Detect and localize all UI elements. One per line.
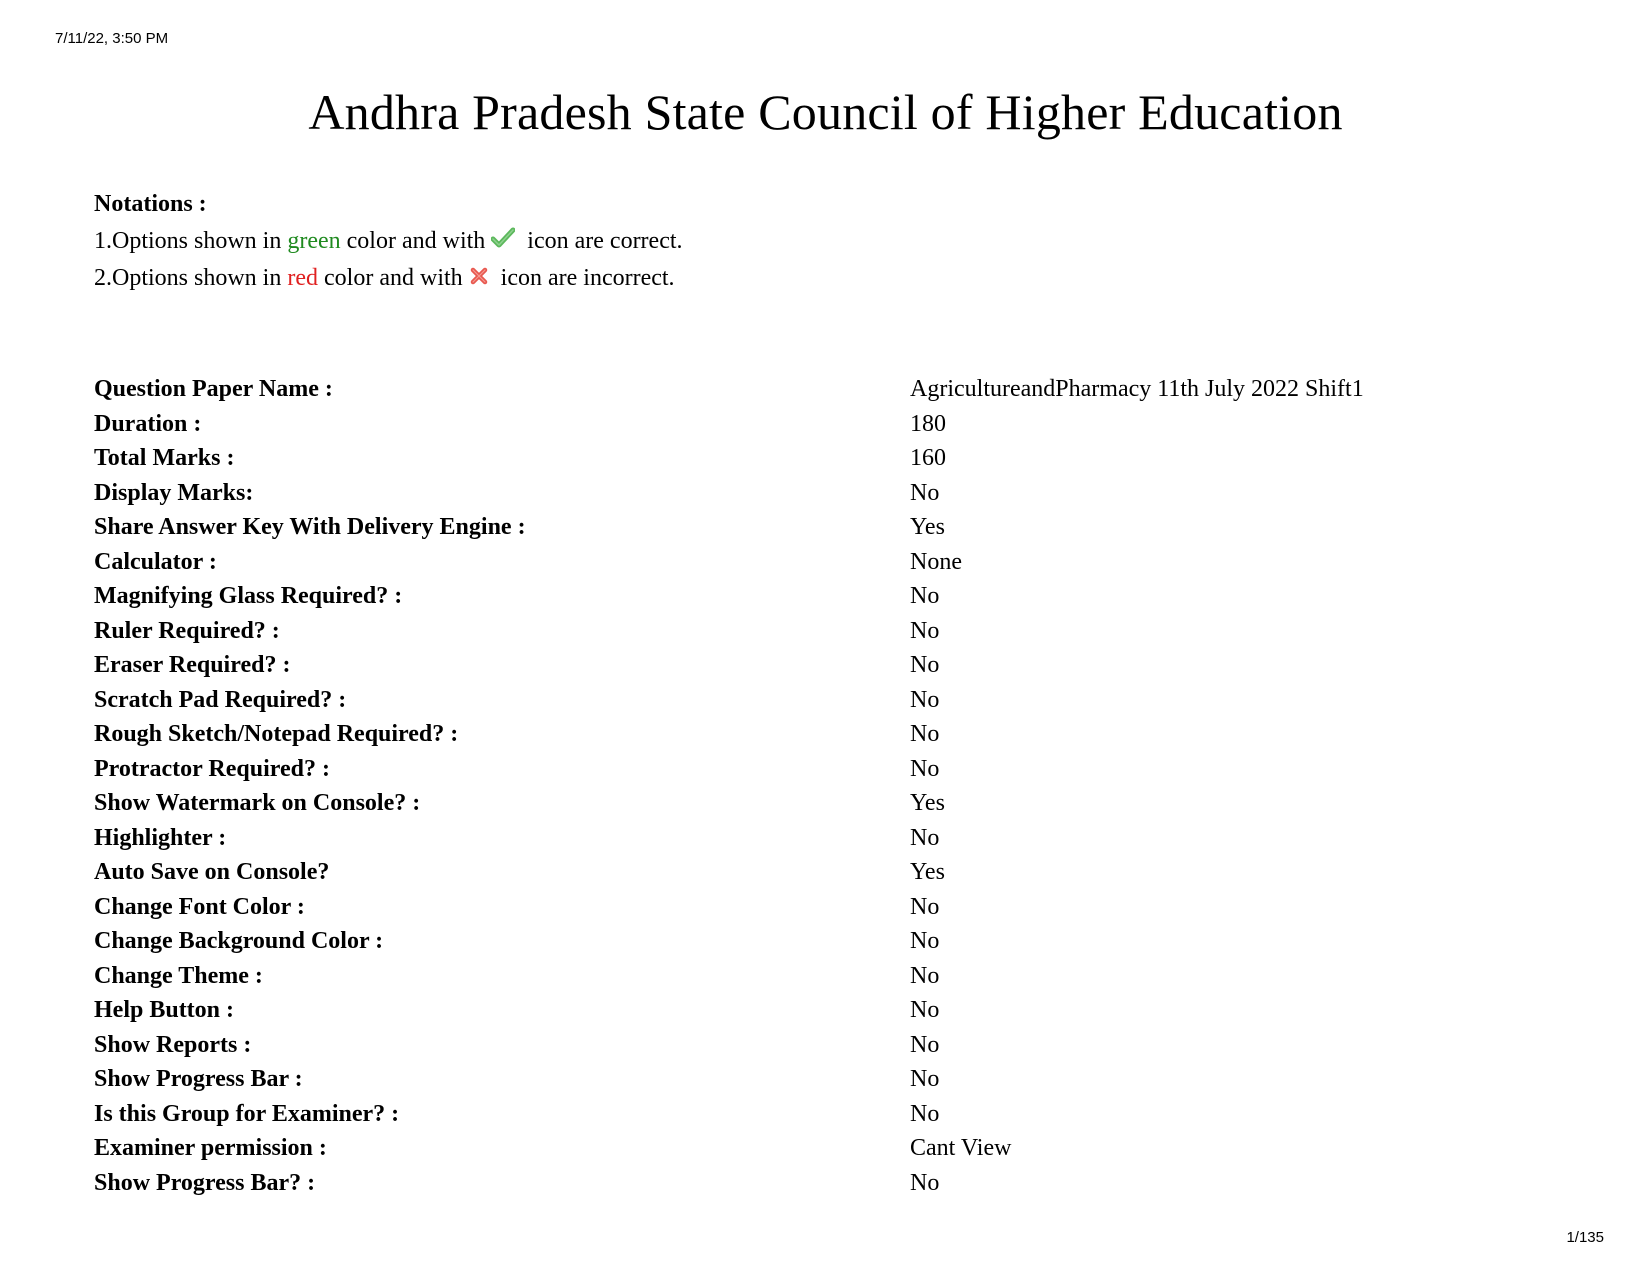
detail-row (94, 786, 1574, 821)
detail-label: Change Font Color : (94, 893, 305, 920)
detail-label: Protractor Required? : (94, 755, 330, 782)
detail-row (94, 545, 1574, 580)
notation-color-word-red: red (287, 265, 319, 291)
detail-value: No (910, 617, 940, 644)
detail-label: Rough Sketch/Notepad Required? : (94, 721, 459, 747)
detail-label: Show Progress Bar : (94, 1066, 303, 1092)
notation-middle: color and with (340, 228, 486, 254)
detail-value: None (910, 548, 962, 575)
detail-label: Show Reports : (94, 1031, 252, 1058)
check-icon (491, 224, 515, 261)
detail-label: Share Answer Key With Delivery Engine : (94, 514, 526, 540)
detail-row (94, 614, 1574, 649)
detail-value: Yes (910, 859, 945, 885)
detail-value: Cant View (910, 1135, 1012, 1161)
notation-middle: color and with (318, 265, 463, 291)
detail-label: Ruler Required? : (94, 617, 280, 644)
detail-label: Eraser Required? : (94, 652, 291, 678)
detail-label: Total Marks : (94, 445, 235, 471)
detail-value: No (910, 928, 940, 954)
detail-label: Auto Save on Console? (94, 859, 330, 885)
paper-details-table (94, 372, 1574, 1200)
detail-row (94, 717, 1574, 752)
detail-label: Calculator : (94, 548, 217, 575)
detail-row (94, 1062, 1574, 1097)
detail-label: Scratch Pad Required? : (94, 686, 347, 713)
notation-line-incorrect (94, 260, 683, 297)
detail-value: No (910, 479, 940, 506)
detail-row (94, 821, 1574, 856)
cross-icon (469, 261, 489, 298)
detail-value: No (910, 686, 940, 713)
detail-row (94, 1166, 1574, 1201)
notations-section (94, 186, 683, 297)
detail-value: No (910, 1066, 940, 1092)
page-title: Andhra Pradesh State Council of Higher Education (308, 84, 1343, 140)
detail-row (94, 1028, 1574, 1063)
print-timestamp: 7/11/22, 3:50 PM (55, 30, 169, 47)
detail-label: Show Progress Bar? : (94, 1169, 316, 1196)
detail-label: Duration : (94, 410, 202, 437)
detail-label: Help Button : (94, 997, 235, 1023)
detail-row (94, 476, 1574, 511)
detail-value: No (910, 1100, 940, 1127)
detail-value: No (910, 962, 940, 989)
detail-label: Is this Group for Examiner? : (94, 1100, 400, 1127)
detail-value: No (910, 1031, 940, 1058)
detail-value: 160 (910, 445, 946, 471)
detail-row (94, 993, 1574, 1028)
detail-row (94, 752, 1574, 787)
detail-value: No (910, 652, 940, 678)
detail-row (94, 407, 1574, 442)
detail-label: Magnifying Glass Required? : (94, 583, 403, 609)
detail-row (94, 579, 1574, 614)
detail-value: Yes (910, 790, 945, 816)
notation-color-word-green: green (287, 228, 341, 254)
detail-label: Show Watermark on Console? : (94, 790, 421, 816)
detail-value: No (910, 824, 940, 851)
detail-row (94, 510, 1574, 545)
detail-row (94, 855, 1574, 890)
detail-value: No (910, 893, 940, 920)
detail-label: Highlighter : (94, 824, 227, 851)
detail-label: Question Paper Name : (94, 376, 333, 402)
detail-label: Change Background Color : (94, 928, 384, 954)
detail-value: No (910, 721, 940, 747)
detail-row (94, 683, 1574, 718)
detail-row (94, 959, 1574, 994)
detail-row (94, 1097, 1574, 1132)
detail-row (94, 372, 1574, 407)
detail-label: Display Marks: (94, 479, 254, 506)
detail-value: AgricultureandPharmacy 11th July 2022 Shift1 (910, 376, 1364, 402)
detail-value: No (910, 1169, 940, 1196)
notation-suffix: icon are incorrect. (494, 265, 675, 291)
notation-prefix: 1.Options shown in (94, 228, 288, 254)
detail-value: No (910, 997, 940, 1023)
detail-row (94, 924, 1574, 959)
detail-row (94, 1131, 1574, 1166)
notations-heading: Notations : (94, 191, 207, 217)
detail-value: No (910, 755, 940, 782)
detail-value: Yes (910, 514, 945, 540)
detail-value: 180 (910, 410, 946, 437)
notation-prefix: 2.Options shown in (94, 265, 288, 291)
detail-value: No (910, 583, 940, 609)
detail-label: Examiner permission : (94, 1135, 327, 1161)
detail-row (94, 441, 1574, 476)
detail-row (94, 890, 1574, 925)
notation-line-correct (94, 223, 683, 260)
detail-label: Change Theme : (94, 962, 263, 989)
notation-suffix: icon are correct. (521, 228, 683, 254)
page-number: 1/135 (1566, 1229, 1604, 1246)
detail-row (94, 648, 1574, 683)
